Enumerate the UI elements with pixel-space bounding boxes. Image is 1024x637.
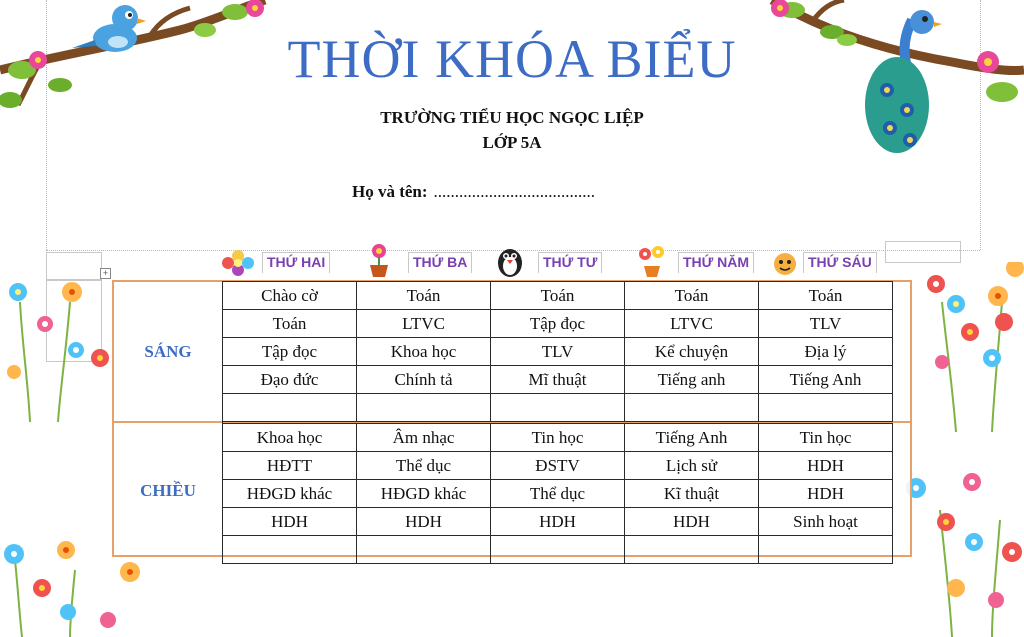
table-cell[interactable]: HDH <box>491 508 625 536</box>
student-name-line <box>352 182 595 202</box>
morning-schedule-table <box>222 281 893 422</box>
table-cell[interactable]: LTVC <box>625 310 759 338</box>
school-name: TRƯỜNG TIỂU HỌC NGỌC LIỆP <box>380 108 644 127</box>
day-header-thursday: THỨ NĂM <box>678 252 754 273</box>
table-cell[interactable]: Toán <box>357 282 491 310</box>
table-cell[interactable] <box>491 394 625 422</box>
day-header-monday: THỨ HAI <box>262 252 330 273</box>
table-cell[interactable]: Chào cờ <box>223 282 357 310</box>
table-cell[interactable]: Âm nhạc <box>357 424 491 452</box>
table-cell[interactable] <box>625 394 759 422</box>
table-cell[interactable]: Tin học <box>491 424 625 452</box>
table-cell[interactable]: Tập đọc <box>491 310 625 338</box>
table-cell[interactable]: Tiếng Anh <box>759 366 893 394</box>
table-cell[interactable]: HDH <box>759 480 893 508</box>
session-label-afternoon: CHIỀU <box>140 481 196 500</box>
table-cell[interactable]: Toán <box>223 310 357 338</box>
cartoon-face-icon <box>770 250 800 278</box>
table-cell[interactable]: Tập đọc <box>223 338 357 366</box>
day-header-friday: THỨ SÁU <box>803 252 877 273</box>
table-cell[interactable]: ĐSTV <box>491 452 625 480</box>
table-cell[interactable] <box>625 536 759 564</box>
table-cell[interactable]: Khoa học <box>357 338 491 366</box>
table-cell[interactable]: Toán <box>491 282 625 310</box>
table-row <box>223 424 893 452</box>
table-row <box>223 310 893 338</box>
table-cell[interactable]: HDH <box>223 508 357 536</box>
page-title: THỜI KHÓA BIỂU <box>287 29 737 89</box>
table-cell[interactable]: TLV <box>759 310 893 338</box>
table-move-handle[interactable]: + <box>100 268 111 279</box>
flower-pot-icon <box>634 244 670 278</box>
table-cell[interactable]: Đạo đức <box>223 366 357 394</box>
table-cell[interactable]: LTVC <box>357 310 491 338</box>
table-cell[interactable] <box>759 394 893 422</box>
table-row <box>223 338 893 366</box>
table-cell[interactable]: Mĩ thuật <box>491 366 625 394</box>
table-cell[interactable]: Khoa học <box>223 424 357 452</box>
table-cell[interactable]: Tin học <box>759 424 893 452</box>
table-cell[interactable]: HĐGD khác <box>357 480 491 508</box>
table-row <box>223 282 893 310</box>
table-cell[interactable]: Kể chuyện <box>625 338 759 366</box>
table-row <box>223 394 893 422</box>
table-cell[interactable]: Sinh hoạt <box>759 508 893 536</box>
table-cell[interactable]: TLV <box>491 338 625 366</box>
potted-flower-icon <box>364 242 394 278</box>
side-flowers-bottom-right-icon <box>900 470 1024 637</box>
session-label-morning: SÁNG <box>144 342 192 361</box>
table-cell[interactable]: Tiếng anh <box>625 366 759 394</box>
table-row <box>223 536 893 564</box>
table-cell[interactable]: Toán <box>759 282 893 310</box>
flower-icon <box>220 248 256 278</box>
name-label: Họ và tên: <box>352 182 428 201</box>
table-row <box>223 508 893 536</box>
table-cell[interactable]: HĐGD khác <box>223 480 357 508</box>
table-cell[interactable] <box>357 536 491 564</box>
class-name: LỚP 5A <box>482 133 542 152</box>
table-cell[interactable]: HDH <box>357 508 491 536</box>
table-cell[interactable]: Lịch sử <box>625 452 759 480</box>
name-dots: ...................................... <box>433 182 596 201</box>
table-cell[interactable]: Tiếng Anh <box>625 424 759 452</box>
table-cell[interactable]: Địa lý <box>759 338 893 366</box>
penguin-icon <box>494 244 526 278</box>
table-row <box>223 480 893 508</box>
day-header-wednesday: THỨ TƯ <box>538 252 602 273</box>
table-cell[interactable]: Toán <box>625 282 759 310</box>
table-cell[interactable] <box>223 536 357 564</box>
table-cell[interactable]: HDH <box>759 452 893 480</box>
afternoon-schedule-table <box>222 423 893 564</box>
table-row <box>223 366 893 394</box>
table-cell[interactable]: HDH <box>625 508 759 536</box>
table-cell[interactable]: Chính tả <box>357 366 491 394</box>
table-row <box>223 452 893 480</box>
side-flowers-left-icon <box>0 262 112 422</box>
table-cell[interactable] <box>357 394 491 422</box>
table-cell[interactable]: Thể dục <box>357 452 491 480</box>
text-box-frame <box>885 241 961 263</box>
table-cell[interactable] <box>223 394 357 422</box>
table-cell[interactable]: Thể dục <box>491 480 625 508</box>
table-cell[interactable] <box>759 536 893 564</box>
table-cell[interactable]: Kĩ thuật <box>625 480 759 508</box>
day-header-tuesday: THỨ BA <box>408 252 472 273</box>
side-flowers-right-icon <box>912 262 1024 432</box>
table-cell[interactable]: HĐTT <box>223 452 357 480</box>
table-cell[interactable] <box>491 536 625 564</box>
